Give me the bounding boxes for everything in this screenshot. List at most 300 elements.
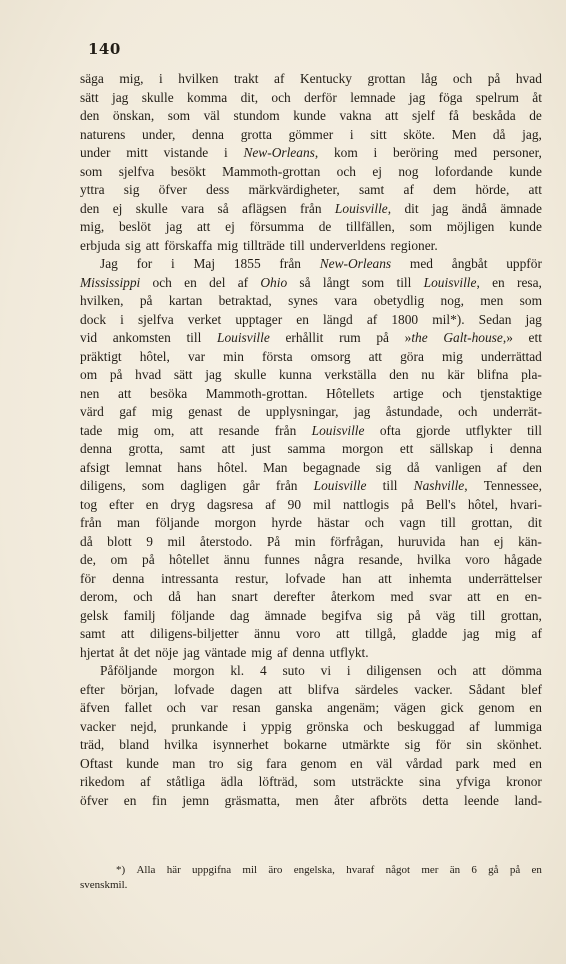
word: upplysningar, (265, 404, 339, 419)
word: ändå (461, 200, 487, 216)
word: jag (165, 219, 183, 234)
word: hvari- (510, 496, 542, 512)
word: vanligen (435, 459, 482, 475)
word: då (492, 126, 506, 142)
word: regioner. (390, 237, 438, 253)
word: rikedom (80, 774, 125, 789)
word: han (342, 570, 362, 586)
word: min (294, 533, 316, 549)
word: sin (466, 737, 482, 752)
word: om, (153, 422, 175, 438)
word: verket (187, 311, 222, 327)
text-line (80, 570, 542, 589)
word: de, (80, 552, 96, 567)
word: hästar (317, 515, 350, 530)
word: nu (421, 367, 435, 382)
text-line (80, 163, 542, 182)
text-line (80, 588, 542, 607)
word: kän- (518, 533, 542, 549)
word: Alla (136, 864, 156, 876)
word: återstodo. (199, 533, 253, 549)
word: morgon (173, 663, 215, 678)
word: familj (123, 607, 156, 623)
word: voro (295, 626, 321, 641)
word: sällskap (429, 441, 474, 456)
word: i (120, 311, 124, 327)
word: de (318, 219, 332, 234)
word: från (80, 515, 102, 530)
word: utsträckte (351, 774, 404, 789)
word: verkställa (324, 367, 377, 382)
word: värd (80, 404, 104, 419)
word: lummiga (494, 718, 542, 734)
word: samt (358, 182, 385, 197)
text-line (80, 274, 542, 293)
word: genom (300, 755, 337, 771)
word: engelska, (293, 864, 335, 876)
word: ståtliga (166, 774, 206, 789)
word: man (116, 515, 141, 530)
word: den (80, 200, 100, 216)
word: på (487, 71, 501, 86)
word: här (166, 864, 181, 876)
word: hvilka (417, 552, 451, 567)
word: sig (123, 182, 140, 197)
word: 4 (259, 663, 267, 678)
word: mig (151, 404, 173, 419)
word: vagn (399, 515, 426, 530)
word: af (366, 311, 378, 327)
word: nejd, (130, 718, 157, 734)
word: han (460, 533, 480, 549)
word: dit, (240, 89, 259, 105)
word: den (522, 459, 542, 475)
word: grottan, (500, 607, 542, 623)
word: vi (320, 663, 332, 678)
word: resa, (517, 274, 542, 290)
word: väl (203, 108, 220, 123)
word: längd (323, 311, 353, 327)
word: land- (514, 792, 542, 808)
word: så (299, 274, 311, 290)
word: kunna (278, 367, 312, 382)
word: gömmer (288, 126, 334, 142)
word: och (452, 71, 473, 86)
word: vårdad (405, 755, 443, 771)
text-line (80, 625, 542, 644)
word: dryg (170, 496, 195, 512)
word: nog, (440, 293, 464, 308)
text-line (80, 126, 542, 145)
word: att (385, 108, 399, 123)
word: mig (495, 626, 516, 641)
word: betraktad, (218, 293, 272, 308)
word: gladde (411, 626, 448, 641)
word: ännu (254, 626, 281, 641)
word: dagsresa (207, 496, 254, 512)
word: den (80, 108, 100, 123)
word: gick (440, 700, 464, 715)
text-line (80, 237, 542, 256)
text-line (80, 551, 542, 570)
word: snart (231, 589, 258, 604)
word: följande (155, 515, 200, 530)
word: efter (109, 496, 134, 512)
word: Kentucky (299, 71, 352, 86)
word: jag, (522, 126, 542, 142)
word: underrättad (480, 348, 542, 364)
word: upptager (235, 311, 283, 327)
word: resan (232, 700, 261, 715)
word: tjenstaktige (480, 385, 542, 401)
word: ej (225, 219, 235, 234)
word: en (350, 755, 363, 771)
word: jag (525, 311, 542, 327)
page-number: 140 (88, 40, 121, 58)
word: park (455, 755, 480, 771)
word: underrät- (492, 404, 542, 419)
word: tillgå, (365, 626, 396, 641)
word: af (237, 274, 249, 290)
text-line (80, 773, 542, 792)
word: några (314, 552, 345, 567)
word: kär (447, 367, 465, 382)
word: Louisville (217, 330, 270, 345)
word: Man (262, 459, 288, 475)
word: ofta (379, 422, 401, 438)
word: Tennessee, (483, 478, 542, 493)
word: hyrde (271, 515, 302, 530)
word: underrättelser (468, 570, 542, 586)
word: mer (421, 864, 439, 876)
word: af (277, 644, 288, 660)
word: 1800 (391, 311, 419, 327)
word: under (80, 145, 111, 160)
word: nöje (155, 644, 179, 660)
word: för (435, 737, 452, 752)
word: Louisville, (423, 274, 480, 290)
word: lofvade (174, 681, 215, 697)
word: med (492, 755, 516, 771)
word: för (80, 570, 96, 586)
word: tog (80, 496, 98, 512)
word: besöka (150, 385, 188, 401)
text-line (80, 181, 542, 200)
word: denna (509, 441, 542, 456)
word: Maj (193, 256, 216, 271)
word: omsorg (310, 348, 351, 364)
word: hôtel, (139, 348, 170, 364)
word: just (251, 441, 271, 456)
word: af (265, 496, 276, 512)
word: och (336, 163, 356, 179)
word: hvad (135, 367, 162, 382)
text-line (80, 644, 542, 663)
word: den (389, 367, 409, 382)
word: kunde (509, 219, 542, 234)
word: 1855 (233, 256, 261, 271)
word: föga (438, 89, 463, 105)
word: 6 (471, 864, 477, 876)
word: förskaffa (164, 237, 213, 253)
word: jag (408, 89, 426, 105)
word: skulle (141, 89, 174, 105)
word: mil (242, 864, 258, 876)
word: hôtel. (217, 459, 248, 475)
word: morgon (341, 441, 384, 456)
word: i (346, 663, 351, 678)
word: och (152, 274, 172, 290)
word: Ohio (260, 274, 288, 290)
word: långt (322, 274, 350, 290)
word: stundom (233, 108, 280, 123)
word: Oftast (80, 755, 113, 771)
word: öfver (158, 182, 187, 197)
word: efter (80, 681, 105, 697)
word: och (133, 589, 153, 604)
word: derför (304, 89, 337, 105)
word: pla- (521, 367, 542, 382)
word: genast (188, 404, 223, 419)
word: mig, (119, 71, 144, 86)
text-line (80, 792, 542, 811)
text-line (80, 699, 542, 718)
word: Sådant (468, 681, 506, 697)
text-line (80, 200, 542, 219)
word: märkvärdigheter, (248, 182, 340, 197)
word: första (262, 348, 293, 364)
word: till (396, 274, 412, 290)
word: i (242, 718, 247, 734)
word: yttra (80, 182, 105, 197)
word: att (528, 182, 542, 197)
word: sjelf (411, 108, 436, 123)
word: i (489, 441, 494, 456)
word: i (159, 71, 163, 86)
word: af (531, 626, 542, 641)
word: Sedan (478, 311, 512, 327)
word: en (184, 274, 197, 290)
word: lemnade (350, 89, 396, 105)
text-line (80, 89, 542, 108)
word: äfven (80, 700, 110, 715)
word: morgon (214, 515, 257, 530)
word: han (196, 589, 217, 604)
body-text (80, 70, 542, 810)
word: Louisville (313, 478, 367, 493)
word: beslöt (118, 219, 151, 234)
word: afbröts (369, 792, 407, 808)
word: försumma (249, 219, 304, 234)
word: som (361, 274, 385, 290)
word: till (470, 607, 486, 623)
word: trakt (233, 71, 259, 86)
word: hvilka (164, 737, 198, 752)
word: restur, (235, 570, 269, 586)
word: ej (112, 200, 123, 216)
word: särdeles (355, 681, 399, 697)
word: från (275, 478, 298, 493)
word: att (472, 663, 486, 678)
word: resande (218, 422, 260, 438)
word: artige (393, 385, 424, 401)
word: beröring (393, 145, 439, 160)
word: då (80, 533, 93, 549)
word: från (274, 422, 297, 438)
word: ädla (220, 774, 243, 789)
word: grotta, (128, 441, 164, 456)
word: att (467, 589, 481, 604)
word: diligens, (80, 478, 126, 493)
word: en (296, 311, 309, 327)
word: dem (433, 182, 457, 197)
word: hôtel, (467, 496, 498, 512)
word: ganska (275, 700, 313, 715)
word: hvaraf (346, 864, 375, 876)
word: *) (116, 864, 126, 876)
word: en- (524, 589, 542, 604)
word: kronor (506, 774, 542, 789)
word: präktigt (80, 348, 122, 364)
word: mitt (126, 145, 148, 160)
word: lofordande (434, 163, 493, 179)
word: och (363, 718, 383, 734)
word: få (448, 108, 459, 123)
word: diligensen (366, 663, 422, 678)
text-line (80, 607, 542, 626)
word: af (274, 71, 285, 86)
word: vacker (80, 718, 116, 734)
text-line (80, 514, 542, 533)
word: naturens (80, 126, 126, 142)
word: »the (404, 330, 428, 345)
word: i (373, 145, 378, 160)
word: komma (187, 89, 228, 105)
word: var (200, 700, 218, 715)
word: med (409, 256, 433, 271)
word: hvad (515, 71, 542, 86)
text-line (80, 736, 542, 755)
word: kunde (293, 108, 326, 123)
word: jag (205, 367, 222, 382)
word: beskåda (472, 108, 516, 123)
word: begagnade (303, 459, 361, 475)
word: åter (334, 792, 355, 808)
word: som (141, 478, 165, 493)
word: Louisville, (334, 200, 392, 216)
text-line (80, 403, 542, 422)
word: utmärkte (341, 737, 390, 752)
word: underverldens (309, 237, 386, 253)
word: på (401, 496, 414, 512)
word: vara (181, 200, 205, 216)
word: denna (80, 441, 112, 456)
word: till (186, 330, 202, 345)
word: besökt (170, 163, 206, 179)
word: mil*). (432, 311, 465, 327)
word: for (136, 256, 153, 271)
word: att (196, 219, 211, 234)
word: grotta (240, 126, 272, 142)
word: synes (288, 293, 318, 308)
word: sjelfva (118, 163, 155, 179)
word: mil (167, 533, 186, 549)
word: en (496, 589, 510, 604)
word: vägen (393, 700, 426, 715)
word: hvilken, (80, 293, 124, 308)
word: mig (441, 348, 463, 364)
word: erhållit (285, 330, 324, 345)
word: att (278, 681, 292, 697)
word: beskuggad (397, 718, 455, 734)
word: från (279, 256, 301, 271)
word: af (403, 182, 414, 197)
word: att (145, 237, 160, 253)
word: hörde, (475, 182, 510, 197)
word: mig (251, 644, 273, 660)
word: öfver (80, 792, 109, 808)
word: jag (111, 89, 129, 105)
word: dagen (230, 681, 263, 697)
word: 90 (287, 496, 302, 512)
word: jag (463, 626, 480, 641)
word: ännu (223, 552, 250, 567)
word: men (295, 792, 319, 808)
text-line (80, 348, 542, 367)
word: vacker. (414, 681, 453, 697)
word: med (390, 589, 414, 604)
word: På (266, 533, 281, 549)
word: lemnat (125, 459, 162, 475)
word: önskan, (112, 108, 155, 123)
word: ett (399, 441, 414, 456)
word: som (80, 163, 103, 179)
word: så (217, 200, 229, 216)
word: Påföljande (100, 663, 158, 678)
footnote-line (80, 863, 542, 878)
word: i (223, 145, 228, 160)
word: än (449, 864, 461, 876)
word: uppgifna (192, 864, 232, 876)
text-line (80, 70, 542, 89)
word: dit (404, 200, 419, 216)
word: huruvida (397, 533, 446, 549)
word: om (80, 367, 98, 382)
word: att (118, 385, 132, 401)
word: mil. (109, 879, 128, 891)
word: var (187, 348, 206, 364)
word: hvilken (178, 71, 219, 86)
text-line (80, 681, 542, 700)
text-line (80, 311, 542, 330)
word: då (168, 589, 181, 604)
word: med (454, 145, 478, 160)
word: äro (268, 864, 283, 876)
word: skulle (234, 367, 267, 382)
word: en (145, 496, 159, 512)
word: då (406, 459, 420, 475)
word: af (140, 774, 151, 789)
word: från (300, 200, 322, 216)
word: Bell's (425, 496, 456, 512)
word: inhemta (408, 570, 452, 586)
word: sjelfva (137, 311, 174, 327)
word: uppför (506, 256, 542, 271)
word: att (221, 441, 235, 456)
word: ångbåt (451, 256, 488, 271)
word: löfträd, (258, 774, 298, 789)
word: del (209, 274, 226, 290)
